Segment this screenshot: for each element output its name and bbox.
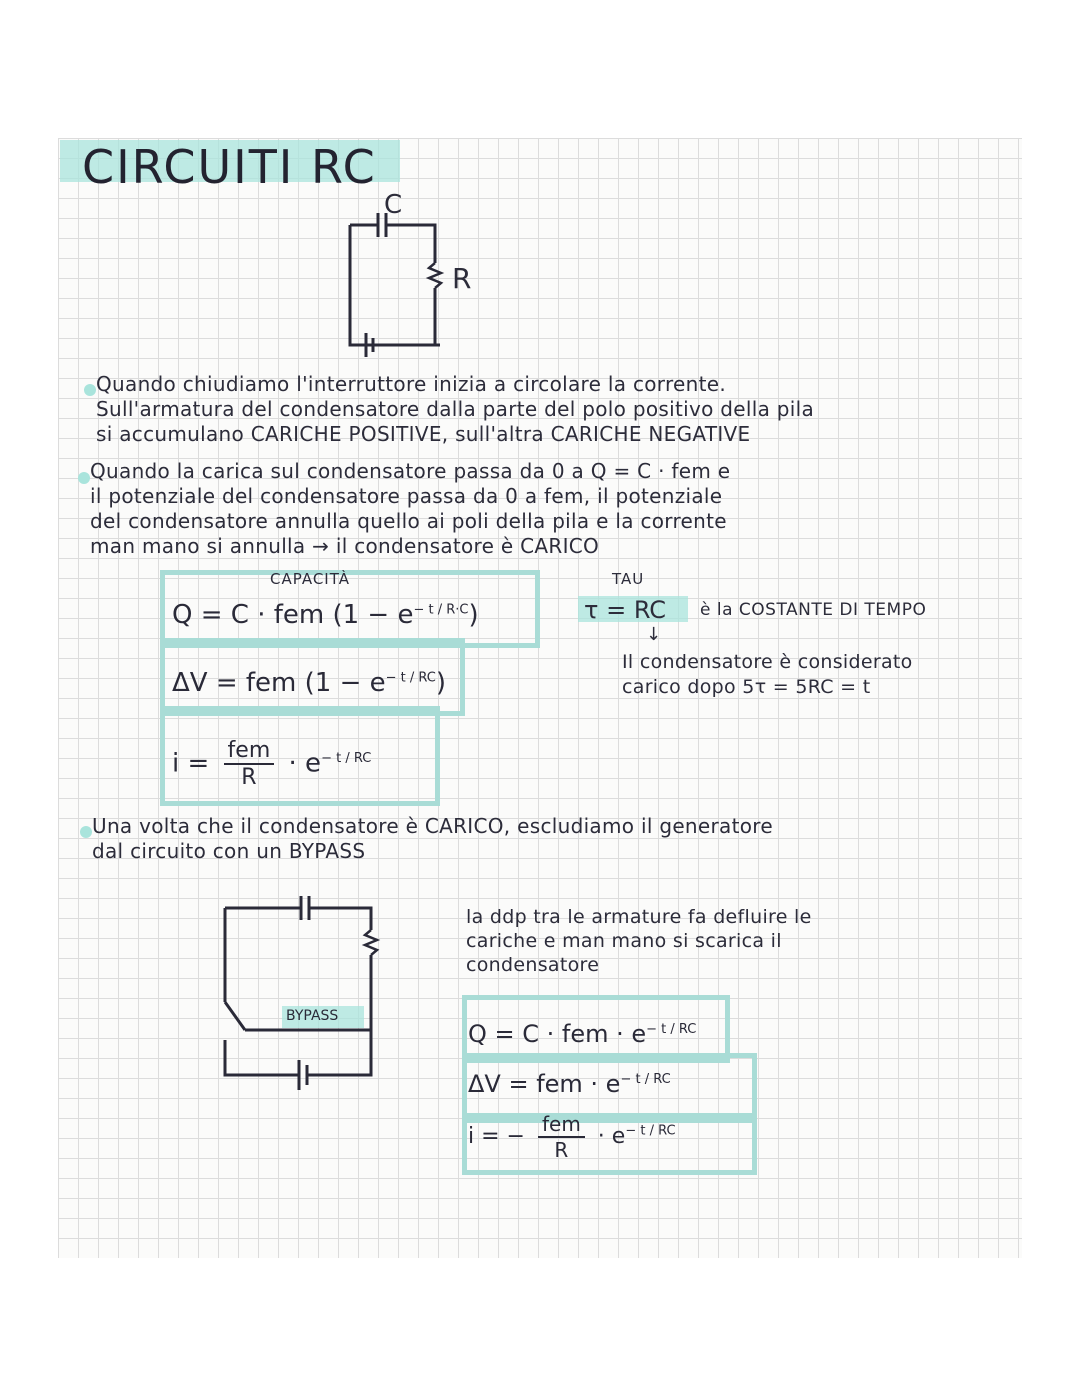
- arrow-down-icon: ↓: [646, 624, 662, 645]
- paragraph-line: condensatore: [466, 954, 600, 976]
- bullet-dot: [84, 384, 96, 396]
- formula-i-charge: [172, 738, 371, 790]
- formula-text: · e: [597, 1124, 626, 1149]
- bypass-label: BYPASS: [286, 1008, 339, 1024]
- paragraph-line: Quando la carica sul condensatore passa da 0 a Q = C · fem e: [90, 459, 731, 483]
- formula-v-charge: [172, 668, 446, 698]
- fraction-denominator: R: [554, 1138, 569, 1162]
- discharge-description: [466, 905, 986, 977]
- paragraph-line: carico dopo 5τ = 5RC = t: [622, 676, 871, 698]
- fraction-numerator: fem: [538, 1112, 585, 1138]
- formula-exponent: − t / RC: [620, 1072, 671, 1087]
- paragraph-line: Sull'armatura del condensatore dalla parte del polo positivo della pila: [96, 397, 815, 421]
- fraction-denominator: R: [241, 765, 257, 790]
- formula-exponent: − t / RC: [625, 1123, 676, 1139]
- paragraph-line: Una volta che il condensatore è CARICO, escludiamo il generatore: [92, 814, 773, 838]
- formula-text: i = −: [468, 1124, 525, 1149]
- paragraph-line: Quando chiudiamo l'interruttore inizia a circolare la corrente.: [96, 372, 727, 396]
- formula-q-discharge: [468, 1020, 696, 1048]
- paragraph-line: del condensatore annulla quello ai poli della pila e la corrente: [90, 509, 727, 533]
- formula-text: ΔV = fem (1 − e: [172, 668, 386, 698]
- paragraph-switch-closed: [96, 372, 996, 447]
- resistor-label: R: [452, 262, 472, 295]
- fraction: [224, 738, 275, 790]
- bullet-dot: [80, 826, 92, 838]
- formula-exponent: − t / RC: [321, 750, 372, 766]
- paragraph-capacitor-charge: [90, 459, 990, 559]
- paragraph-line: cariche e man mano si scarica il: [466, 930, 782, 952]
- fraction: [538, 1112, 585, 1162]
- paragraph-line: la ddp tra le armature fa defluire le: [466, 906, 812, 928]
- bypass-circuit-diagram: [215, 890, 395, 1090]
- capacity-note: CAPACITÀ: [270, 570, 350, 588]
- page-title: CIRCUITI RC: [82, 140, 377, 194]
- bullet-dot: [78, 472, 90, 484]
- formula-text: ): [435, 668, 447, 698]
- tau-note-text: [622, 650, 913, 700]
- paragraph-line: si accumulano CARICHE POSITIVE, sull'altra CARICHE NEGATIVE: [96, 422, 751, 446]
- paragraph-line: Il condensatore è considerato: [622, 651, 913, 673]
- formula-text: ΔV = fem · e: [468, 1070, 621, 1098]
- fraction-numerator: fem: [224, 738, 275, 765]
- formula-v-discharge: [468, 1070, 671, 1098]
- tau-formula: τ = RC: [584, 596, 667, 624]
- tau-description: è la COSTANTE DI TEMPO: [700, 600, 927, 620]
- formula-text: Q = C · fem · e: [468, 1020, 647, 1048]
- formula-exponent: − t / R·C: [413, 602, 469, 618]
- formula-text: Q = C · fem (1 − e: [172, 600, 414, 630]
- formula-text: ): [468, 600, 479, 630]
- formula-q-charge: [172, 600, 479, 630]
- paragraph-line: dal circuito con un BYPASS: [92, 839, 366, 863]
- formula-i-discharge: [468, 1112, 676, 1162]
- formula-exponent: − t / RC: [646, 1022, 697, 1037]
- formula-text: i =: [172, 748, 210, 779]
- paragraph-bypass: [92, 814, 992, 864]
- formula-text: · e: [288, 748, 322, 779]
- paragraph-line: il potenziale del condensatore passa da 0 a fem, il potenziale: [90, 484, 723, 508]
- capacitor-label: C: [384, 190, 403, 220]
- formula-exponent: − t / RC: [385, 670, 436, 686]
- tau-note: TAU: [612, 570, 645, 588]
- paragraph-line: man mano si annulla → il condensatore è CARICO: [90, 534, 600, 558]
